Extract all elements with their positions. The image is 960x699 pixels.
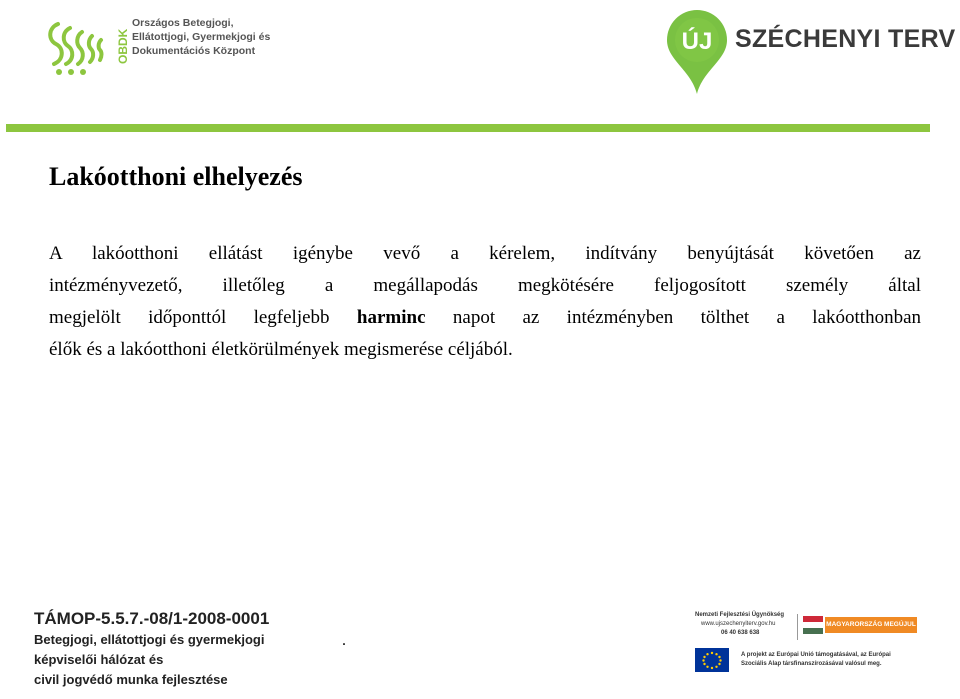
- paragraph-line-2: intézményvezető, illetőleg a megállapodás megkötésére feljogosított személy által: [49, 275, 921, 296]
- paragraph-line-1: A lakóotthoni ellátást igénybe vevő a kérelem, indítvány benyújtását követően az: [49, 243, 921, 264]
- obdk-line-1: Országos Betegjogi,: [132, 17, 234, 29]
- line3-before: megjelölt időponttól legfeljebb: [49, 307, 330, 328]
- magyarorszag-badge-label: MAGYARORSZÁG MEGÚJUL: [826, 621, 916, 628]
- body-paragraph: [49, 238, 921, 366]
- obdk-letters-label: OBDK: [116, 28, 130, 64]
- project-line-2: képviselői hálózat és: [34, 652, 164, 667]
- agency-name: Nemzeti Fejlesztési Ügynökség: [695, 612, 785, 618]
- footer-dot: .: [342, 632, 346, 649]
- szechenyi-title: SZÉCHENYI TERV: [735, 25, 956, 53]
- hungary-flag-icon: [803, 616, 823, 634]
- obdk-line-2: Ellátottjogi, Gyermekjogi és: [132, 31, 271, 43]
- magyarorszag-badge: [825, 617, 917, 633]
- header-divider: [6, 124, 930, 132]
- page-title: Lakóotthoni elhelyezés: [49, 162, 303, 191]
- obdk-letters: [116, 18, 130, 68]
- line3-after: napot az intézményben tölthet a lakóotthonban: [452, 307, 922, 328]
- project-line-1: Betegjogi, ellátottjogi és gyermekjogi: [34, 632, 265, 647]
- paragraph-line-3: [49, 302, 921, 334]
- obdk-line-3: Dokumentációs Központ: [132, 45, 256, 57]
- paragraph-line-4: élők és a lakóotthoni életkörülmények megismerése céljából.: [49, 339, 513, 360]
- footer-project-info: [34, 608, 269, 690]
- eu-flag-icon: [695, 648, 729, 672]
- obdk-name: [132, 16, 270, 58]
- eu-funding-box: [685, 606, 927, 684]
- szechenyi-badge: ÚJ: [681, 28, 713, 55]
- project-line-3: civil jogvédő munka fejlesztése: [34, 672, 228, 687]
- eu-statement-line-1: A projekt az Európai Unió támogatásával, az Európai: [741, 652, 891, 658]
- eu-statement-line-2: Szociális Alap társfinanszírozásával valósul meg.: [741, 661, 882, 667]
- project-code: TÁMOP-5.5.7.-08/1-2008-0001: [34, 609, 270, 628]
- emphasis-harminc: harminc: [356, 307, 426, 328]
- agency-phone: 06 40 638 638: [721, 630, 760, 636]
- agency-website: www.ujszechenyiterv.gov.hu: [701, 621, 776, 627]
- box-separator: [797, 614, 798, 640]
